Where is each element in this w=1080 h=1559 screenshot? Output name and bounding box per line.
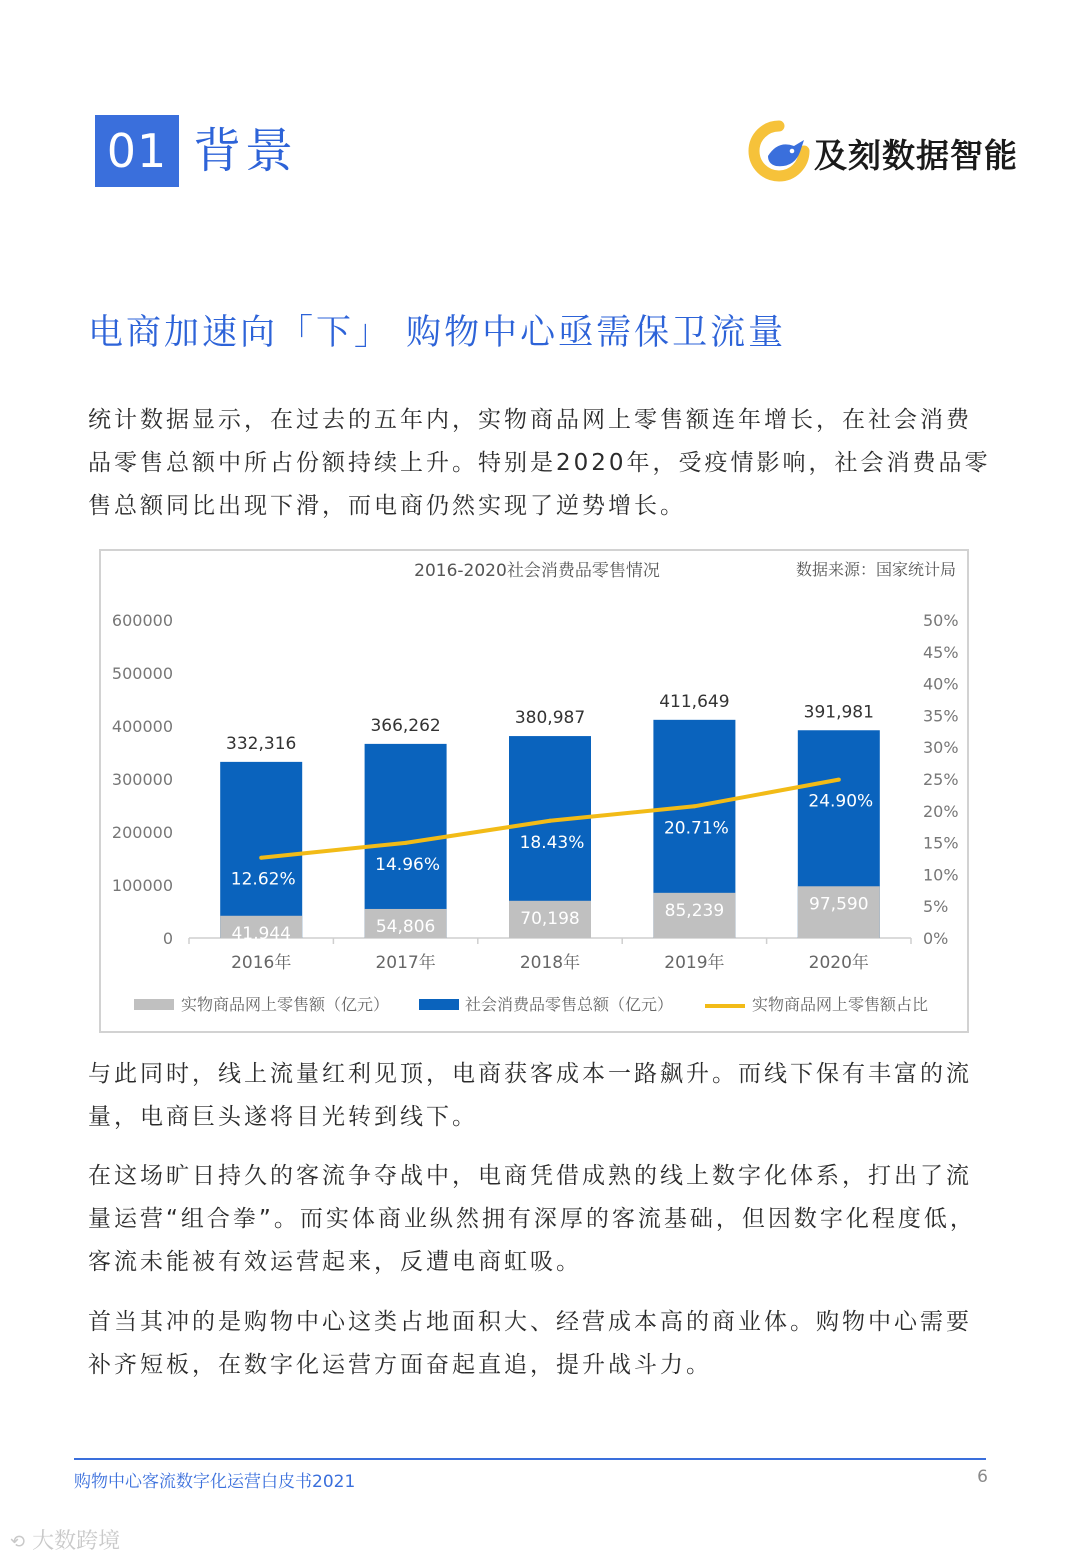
legend-swatch-online [134,999,174,1010]
y-left-tick-label: 0 [162,929,173,948]
share-point [548,819,552,823]
footer-divider [74,1458,986,1460]
paragraph-intro: 统计数据显示，在过去的五年内，实物商品网上零售额连年增长，在社会消费品零售总额中所占份额持续上升。特别是2020年，受疫情影响，社会消费品零售总额同比出现下滑，而电商仍然实现了逆势增长。 [88,407,991,519]
y-left-tick-label: 300000 [111,770,173,789]
share-data-label: 14.96% [375,854,441,875]
x-tick-label: 2016年 [231,953,292,973]
paragraph-traffic: 与此同时，线上流量红利见顶，电商获客成本一路飙升。而线下保有丰富的流量，电商巨头遂将目光转到线下。 [88,1061,972,1130]
chart-source: 数据来源：国家统计局 [795,560,956,579]
x-tick-label: 2018年 [519,953,581,973]
bar-online-data-label: 54,806 [375,916,436,937]
legend-label-share: 实物商品网上零售额占比 [752,995,929,1014]
share-data-label: 20.71% [663,818,729,839]
y-right-tick-label: 45% [923,642,959,662]
y-right-tick-label: 25% [923,770,959,789]
bar-total-data-label: 380,987 [514,708,586,729]
section-title: 背景 [193,123,298,179]
share-data-label: 12.62% [230,869,296,890]
share-point [404,841,408,845]
share-point [837,778,841,782]
share-point [259,856,263,860]
y-right-tick-label: 30% [923,738,959,758]
y-left-tick-label: 200000 [111,823,173,842]
brand-name: 及刻数据智能 [814,136,1018,175]
section-number-badge: 01 [95,115,179,187]
y-right-tick-label: 35% [923,706,959,726]
y-right-tick-label: 10% [923,865,959,885]
watermark-text: 大数跨境 [32,1529,121,1554]
y-right-tick-label: 40% [923,674,959,694]
watermark [10,1524,120,1555]
share-data-label: 24.90% [808,791,874,812]
y-left-tick-label: 100000 [111,876,173,895]
watermark-icon: ⟲ [10,1531,26,1553]
y-right-tick-label: 5% [923,897,949,917]
y-right-tick-label: 50% [923,611,959,630]
bar-online-data-label: 70,198 [520,908,580,929]
y-right-tick-label: 20% [923,801,959,821]
y-right-tick-label: 0% [923,929,949,948]
page-number: 6 [977,1467,988,1487]
y-left-tick-label: 600000 [111,611,173,630]
retail-chart [99,549,969,1033]
headline: 电商加速向「下」 购物中心亟需保卫流量 [88,313,787,353]
bar-online-data-label: 97,590 [809,894,869,915]
bar-total-data-label: 332,316 [226,733,297,754]
bar-total-data-label: 366,262 [370,715,441,736]
x-tick-label: 2019年 [664,953,725,973]
legend-swatch-total [419,999,459,1010]
chart-canvas [101,551,967,1031]
brand-logo-icon [748,120,810,182]
y-left-tick-label: 400000 [111,717,173,736]
share-point [692,804,696,808]
bar-online-data-label: 41,944 [231,923,291,944]
share-data-label: 18.43% [519,832,585,853]
chart-title: 2016-2020社会消费品零售情况 [414,561,660,581]
paragraph-malls: 首当其冲的是购物中心这类占地面积大、经营成本高的商业体。购物中心需要补齐短板，在数字化运营方面奋起直追，提升战斗力。 [88,1309,972,1378]
footer-doc-title: 购物中心客流数字化运营白皮书2021 [74,1472,356,1492]
paragraph-competition: 在这场旷日持久的客流争夺战中，电商凭借成熟的线上数字化体系，打出了流量运营“组合拳”。而实体商业纵然拥有深厚的客流基础，但因数字化程度低，客流未能被有效运营起来，反遭电商虹吸。 [88,1163,976,1275]
bar-total-data-label: 391,981 [803,702,874,723]
x-tick-label: 2020年 [808,953,869,973]
bar-online-data-label: 85,239 [664,900,725,921]
bar-total-data-label: 411,649 [659,691,730,712]
bar-total-retail [220,762,302,938]
y-right-tick-label: 15% [923,833,959,853]
legend-label-online: 实物商品网上零售额（亿元） [181,995,390,1014]
y-left-tick-label: 500000 [111,664,173,683]
legend-label-total: 社会消费品零售总额（亿元） [465,995,674,1014]
x-tick-label: 2017年 [375,953,436,973]
